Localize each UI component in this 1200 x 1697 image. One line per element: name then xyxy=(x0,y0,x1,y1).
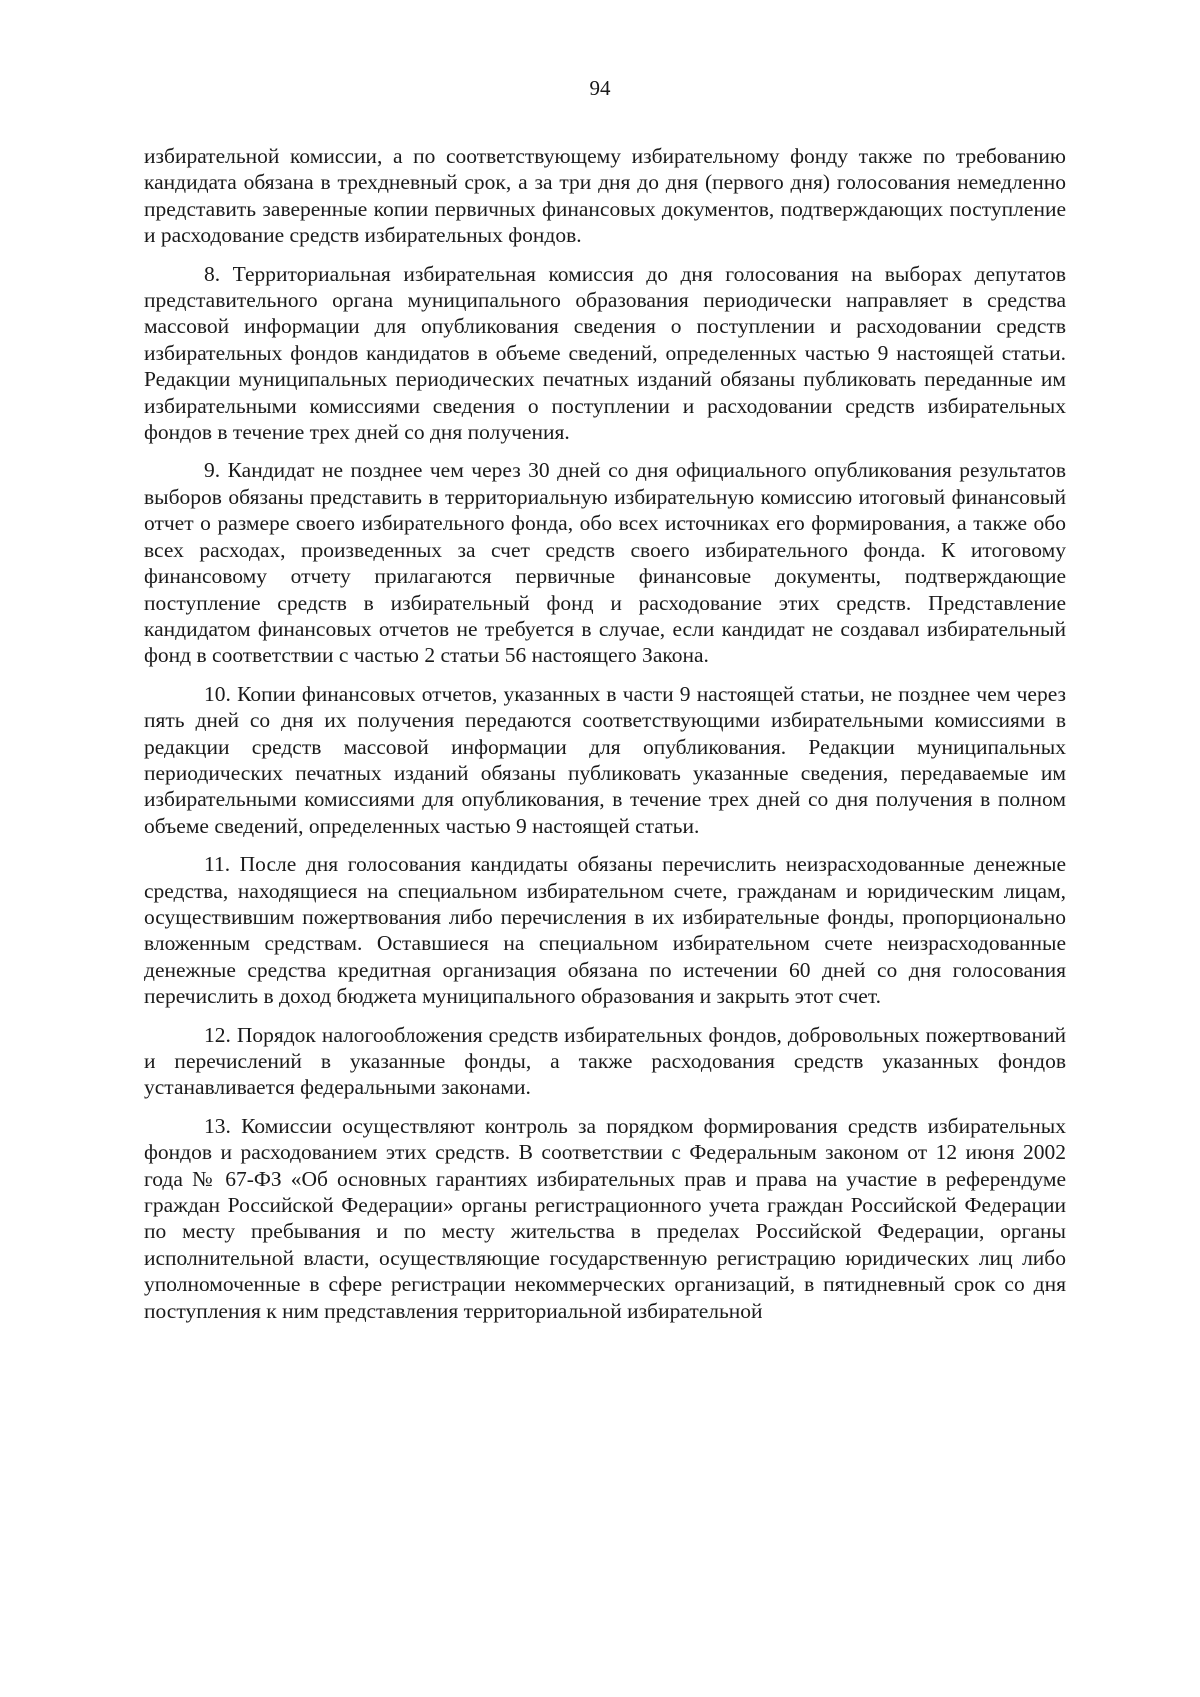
paragraph-8: 8. Территориальная избирательная комиссия до дня голосования на выборах депутатов представительного органа муниципального образования периодически направляет в средства массовой информации для опубликования сведения о поступлении и расходовании средств избирательных фондов кандидатов в объеме сведений, определенных частью 9 настоящей статьи. Редакции муниципальных периодических печатных изданий обязаны публиковать переданные им избирательными комиссиями сведения о поступлении и расходовании средств избирательных фондов в течение трех дней со дня получения. xyxy=(144,261,1066,445)
paragraph-13: 13. Комиссии осуществляют контроль за порядком формирования средств избирательных фондов и расходованием этих средств. В соответствии с Федеральным законом от 12 июня 2002 года № 67-ФЗ «Об основных гарантиях избирательных прав и права на участие в референдуме граждан Российской Федерации» органы регистрационного учета граждан Российской Федерации по месту пребывания и по месту жительства в пределах Российской Федерации, органы исполнительной власти, осуществляющие государственную регистрацию юридических лиц либо уполномоченные в сфере регистрации некоммерческих организаций, в пятидневный срок со дня поступления к ним представления территориальной избирательной xyxy=(144,1113,1066,1323)
paragraph-12: 12. Порядок налогообложения средств избирательных фондов, добровольных пожертвований и перечислений в указанные фонды, а также расходования средств указанных фондов устанавливается федеральными законами. xyxy=(144,1022,1066,1100)
paragraph-10: 10. Копии финансовых отчетов, указанных в части 9 настоящей статьи, не позднее чем через пять дней со дня их получения передаются соответствующими избирательными комиссиями в редакции средств массовой информации для опубликования. Редакции муниципальных периодических печатных изданий обязаны публиковать указанные сведения, передаваемые им избирательными комиссиями для опубликования, в течение трех дней со дня получения в полном объеме сведений, определенных частью 9 настоящей статьи. xyxy=(144,681,1066,838)
paragraph-11: 11. После дня голосования кандидаты обязаны перечислить неизрасходованные денежные средства, находящиеся на специальном избирательном счете, гражданам и юридическим лицам, осуществившим пожертвования либо перечисления в их избирательные фонды, пропорционально вложенным средствам. Оставшиеся на специальном избирательном счете неизрасходованные денежные средства кредитная организация обязана по истечении 60 дней со дня голосования перечислить в доход бюджета муниципального образования и закрыть этот счет. xyxy=(144,852,1066,1009)
page-number: 94 xyxy=(589,76,611,100)
document-body xyxy=(144,143,1066,1336)
paragraph-9: 9. Кандидат не позднее чем через 30 дней со дня официального опубликования результатов выборов обязаны представить в территориальную избирательную комиссию итоговый финансовый отчет о размере своего избирательного фонда, обо всех источниках его формирования, а также обо всех расходах, произведенных за счет средств своего избирательного фонда. К итоговому финансовому отчету прилагаются первичные финансовые документы, подтверждающие поступление средств в избирательный фонд и расходование этих средств. Представление кандидатом финансовых отчетов не требуется в случае, если кандидат не создавал избирательный фонд в соответствии с частью 2 статьи 56 настоящего Закона. xyxy=(144,458,1066,668)
paragraph-continuation: избирательной комиссии, а по соответствующему избирательному фонду также по требованию кандидата обязана в трехдневный срок, а за три дня до дня (первого дня) голосования немедленно представить заверенные копии первичных финансовых документов, подтверждающих поступление и расходование средств избирательных фондов. xyxy=(144,144,1066,248)
